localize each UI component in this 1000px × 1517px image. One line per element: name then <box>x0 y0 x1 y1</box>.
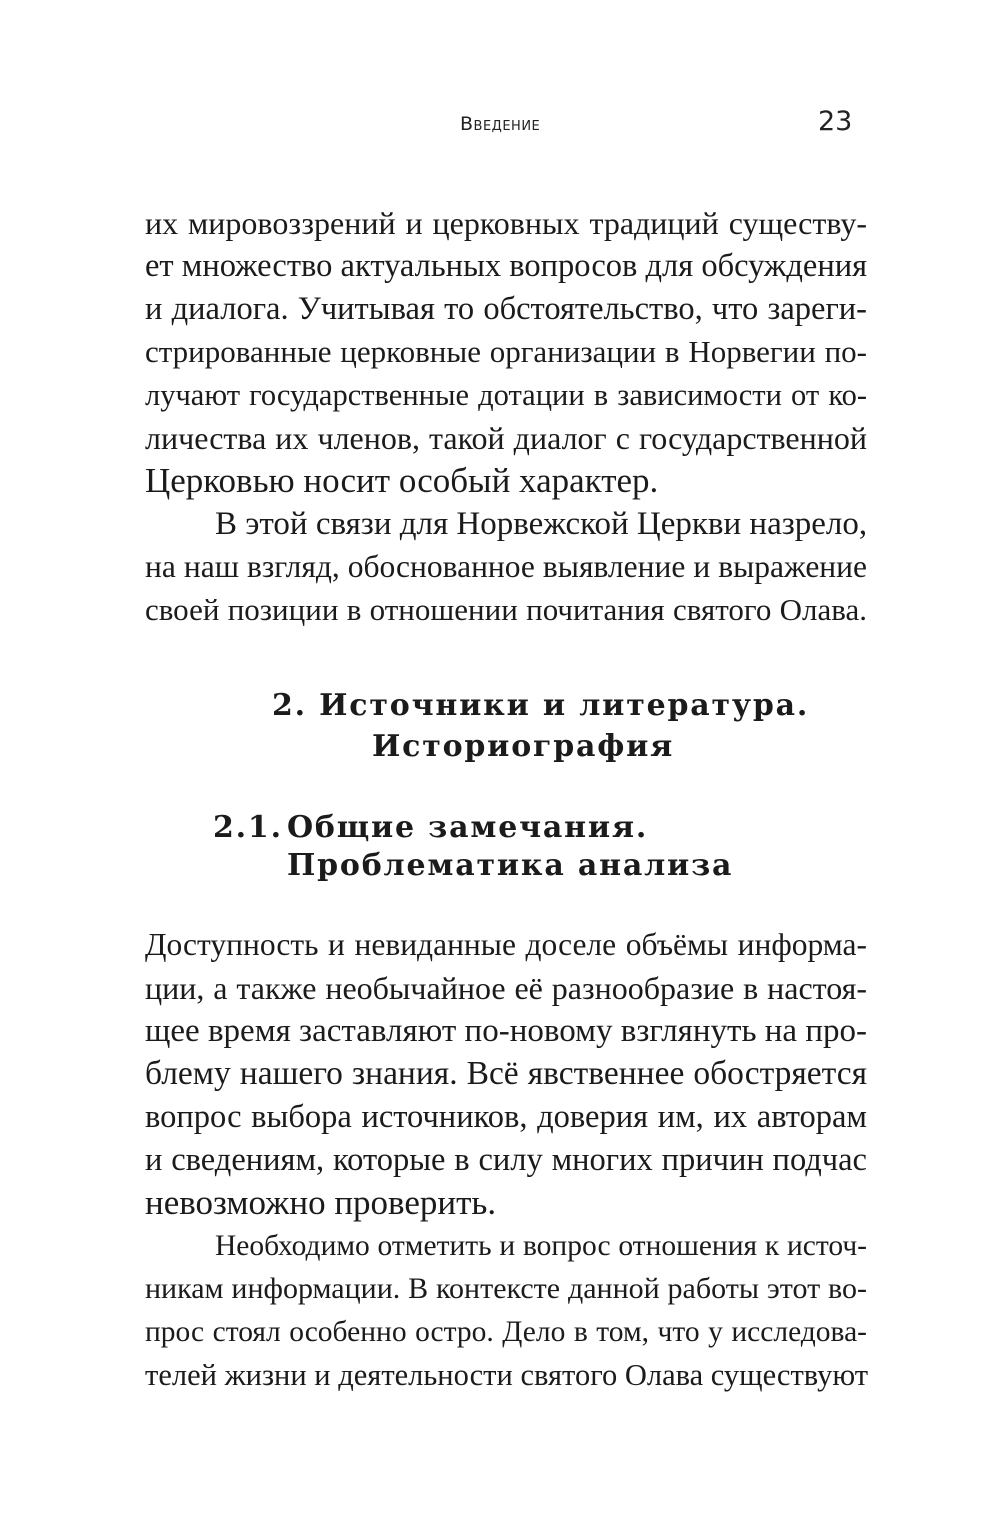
text-line: ции, а также необычайное её разнообразие в настоя- <box>145 970 867 1006</box>
subsection-number: 2.1. <box>213 810 283 845</box>
text-line: никам информации. В контексте данной работы этот во- <box>145 1272 867 1305</box>
text-line: своей позиции в отношении почитания святого Олава. <box>145 592 867 627</box>
text-line: ет множество актуальных вопросов для обсуждения <box>145 248 868 284</box>
text-line: щее время заставляют по-новому взглянуть на про- <box>145 1013 867 1049</box>
text-line: их мировоззрений и церковных традиций существу- <box>145 205 867 241</box>
section-heading-line: Историография <box>372 729 675 764</box>
subsection-heading-line: Общие замечания. <box>287 810 649 845</box>
text-line: и диалога. Учитывая то обстоятельство, что зареги- <box>145 291 867 327</box>
text-line: телей жизни и деятельности святого Олава существуют <box>145 1358 869 1392</box>
subsection-heading-line: Проблематика анализа <box>287 848 734 883</box>
text-line: В этой связи для Норвежской Церкви назрело, <box>215 506 868 542</box>
text-line: прос стоял особенно остро. Дело в том, что у исследова- <box>145 1316 867 1348</box>
text-line: невозможно проверить. <box>145 1183 497 1222</box>
section-heading-line: 2. Источники и литература. <box>272 688 810 723</box>
text-line: стрированные церковные организации в Норвегии по- <box>145 334 867 369</box>
page-number: 23 <box>818 106 853 137</box>
text-line: Необходимо отметить и вопрос отношения к источ- <box>215 1230 867 1262</box>
running-header-section: Введение <box>460 113 541 135</box>
text-line: Церковью носит особый характер. <box>145 461 659 500</box>
text-line: и сведениям, которые в силу многих причин подчас <box>145 1142 867 1178</box>
text-line: лучают государственные дотации в зависимости от ко- <box>145 378 867 412</box>
text-line: на наш взгляд, обоснованное выявление и выражение <box>145 549 867 584</box>
text-line: вопрос выбора источников, доверия им, их авторам <box>145 1099 867 1135</box>
text-line: личества их членов, такой диалог с государственной <box>145 420 867 456</box>
text-line: блему нашего знания. Всё явственнее обостряется <box>145 1055 867 1092</box>
text-line: Доступность и невиданные доселе объёмы информа- <box>145 927 867 962</box>
